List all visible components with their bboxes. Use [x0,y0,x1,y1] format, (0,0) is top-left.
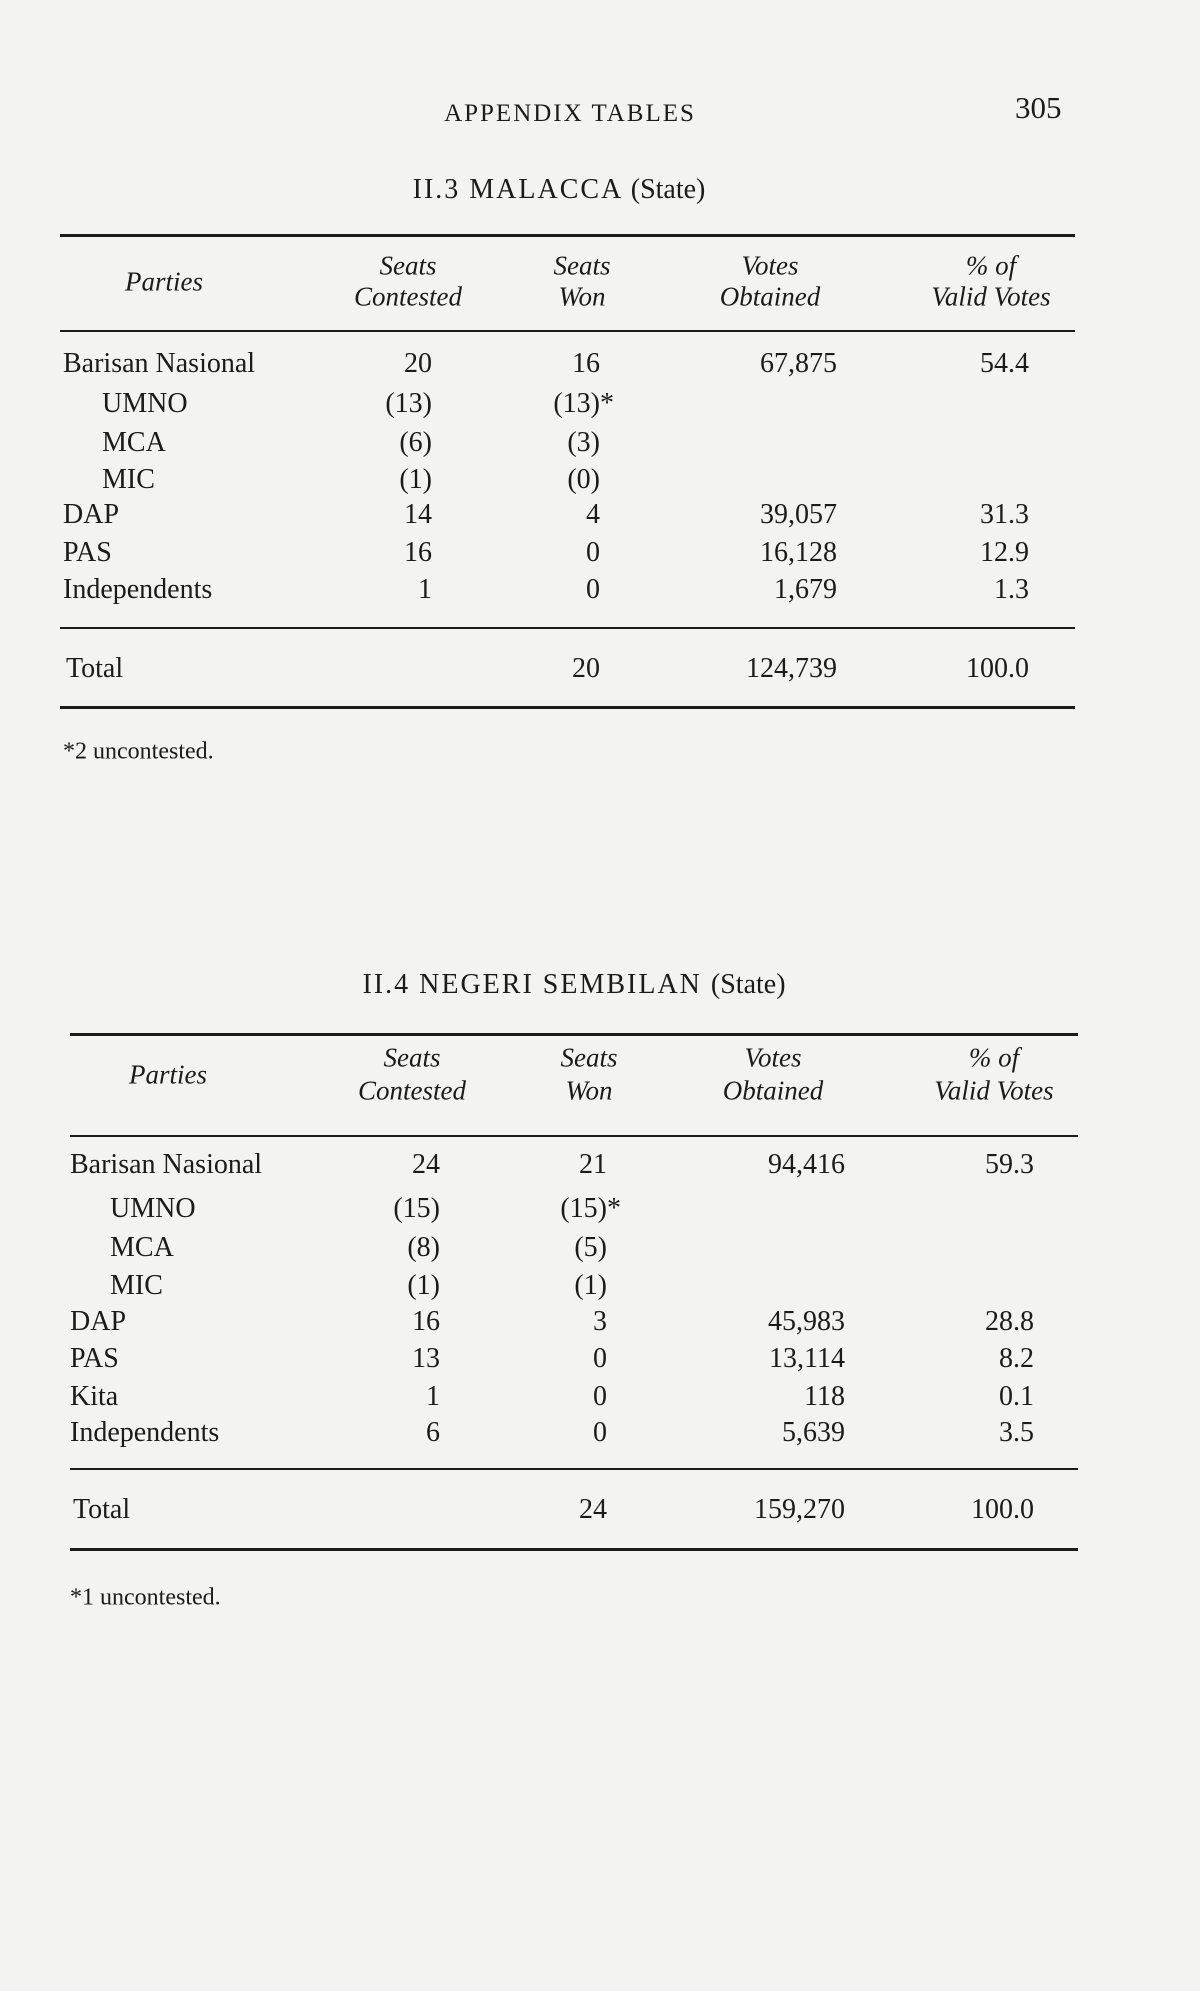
seats-won-number: (3) [567,427,600,458]
table-title [362,969,785,1001]
header-votes-obtained-line1: Votes [744,1042,802,1073]
page-number: 305 [1015,90,1062,125]
party-name: Kita [70,1381,119,1412]
header-votes-obtained-line1: Votes [741,250,799,281]
votes-obtained-value: 94,416 [768,1149,845,1180]
seats-won-value [572,350,600,378]
seats-won-value [593,1419,607,1447]
seats-won-value [593,1308,607,1336]
party-name: PAS [70,1343,119,1374]
table-footnote: *1 uncontested. [70,1584,221,1611]
seats-won-number: 16 [572,348,600,379]
seats-won-value [567,466,600,494]
seats-won-number: 0 [586,574,600,605]
votes-obtained-value: 67,875 [760,348,837,379]
pct-valid-votes-value: 31.3 [980,499,1029,530]
seats-won-value [593,1345,607,1373]
seats-contested-value: (8) [407,1232,440,1263]
party-name: PAS [63,537,112,568]
pct-valid-votes-value: 1.3 [994,574,1029,605]
seats-won-number: 3 [593,1306,607,1337]
pct-valid-votes-value: 59.3 [985,1149,1034,1180]
seats-won-number: 0 [586,537,600,568]
seats-won-value [586,576,600,604]
pct-valid-votes-value: 12.9 [980,537,1029,568]
header-parties: Parties [125,266,203,296]
subparty-name: UMNO [110,1193,196,1224]
subparty-name: UMNO [102,388,188,419]
seats-contested-value: 13 [412,1343,440,1374]
seats-contested-value: 16 [404,537,432,568]
pct-valid-votes-value: 8.2 [999,1343,1034,1374]
table-footnote: *2 uncontested. [63,738,214,765]
total-label: Total [73,1494,131,1525]
seats-won-number: (1) [574,1270,607,1301]
seats-won-number: 21 [579,1149,607,1180]
party-name: Barisan Nasional [63,348,256,379]
subparty-name: MCA [110,1232,174,1263]
seats-won-value [560,1193,621,1224]
seats-won-value [567,429,600,457]
subparty-name: MIC [102,464,155,495]
header-seats-won-line2: Won [558,281,606,312]
header-parties: Parties [129,1059,207,1089]
party-name: DAP [63,499,120,530]
seats-contested-value: 20 [404,348,432,379]
footnote-marker: * [607,1193,621,1224]
total-votes: 159,270 [754,1494,845,1525]
party-name: Independents [70,1417,220,1448]
votes-obtained-value: 16,128 [760,537,837,568]
table-bottom-rule [60,706,1075,709]
seats-contested-value: 16 [412,1306,440,1337]
table-top-rule [70,1033,1078,1036]
seats-won-value [586,539,600,567]
seats-contested-value: (1) [407,1270,440,1301]
table-title-scope: (State) [630,174,706,205]
votes-obtained-value: 5,639 [782,1417,845,1448]
table-top-rule [60,234,1075,237]
party-name: Independents [63,574,213,605]
total-votes: 124,739 [746,653,837,684]
seats-won-number: (0) [567,464,600,495]
votes-obtained-value: 1,679 [774,574,837,605]
header-seats-contested-line1: Seats [379,250,437,281]
header-votes-obtained-line2: Obtained [719,281,821,312]
seats-won-number: (5) [574,1232,607,1263]
total-label: Total [66,653,124,684]
table-title-scope: (State) [710,969,786,1000]
party-name: DAP [70,1306,127,1337]
seats-won-value [553,388,614,419]
header-pct-valid-votes-line2: Valid Votes [931,281,1051,312]
seats-won-number: (15) [560,1193,607,1224]
seats-won-number: 0 [593,1343,607,1374]
party-name: Barisan Nasional [70,1149,263,1180]
table-title [413,174,706,206]
subparty-name: MCA [102,427,166,458]
seats-contested-value: (15) [393,1193,440,1224]
seats-contested-value: 1 [426,1381,440,1412]
footnote-marker: * [600,388,614,419]
total-seats-won: 20 [572,653,600,684]
pct-valid-votes-value: 0.1 [999,1381,1034,1412]
seats-won-number: (13) [553,388,600,419]
votes-obtained-value: 39,057 [760,499,837,530]
header-seats-won-line1: Seats [560,1042,618,1073]
pct-valid-votes-value: 3.5 [999,1417,1034,1448]
seats-contested-value: (6) [399,427,432,458]
seats-won-value [593,1383,607,1411]
header-seats-won-line2: Won [565,1075,613,1106]
pct-valid-votes-value: 54.4 [980,348,1029,379]
seats-won-number: 4 [586,499,600,530]
seats-contested-value: 1 [418,574,432,605]
seats-contested-value: (13) [385,388,432,419]
votes-obtained-value: 118 [804,1381,845,1412]
subparty-name: MIC [110,1270,163,1301]
header-seats-contested-line1: Seats [383,1042,441,1073]
seats-won-number: 0 [593,1381,607,1412]
seats-won-number: 0 [593,1417,607,1448]
total-pct: 100.0 [971,1494,1034,1525]
total-rule [60,627,1075,629]
header-seats-won-line1: Seats [553,250,611,281]
seats-contested-value: 6 [426,1417,440,1448]
header-rule [60,330,1075,332]
header-pct-valid-votes-line2: Valid Votes [934,1075,1054,1106]
votes-obtained-value: 45,983 [768,1306,845,1337]
seats-won-value [586,501,600,529]
seats-contested-value: (1) [399,464,432,495]
votes-obtained-value: 13,114 [769,1343,845,1374]
table-bottom-rule [70,1548,1078,1551]
header-pct-valid-votes-line1: % of [968,1042,1020,1073]
header-pct-valid-votes-line1: % of [965,250,1017,281]
seats-contested-value: 14 [404,499,432,530]
header-seats-contested-line2: Contested [358,1075,466,1106]
total-rule [70,1468,1078,1470]
seats-won-value [574,1234,607,1262]
header-rule [70,1135,1078,1137]
table-title-number: II.4 NEGERI SEMBILAN [362,969,702,1000]
seats-contested-value: 24 [412,1149,440,1180]
pct-valid-votes-value: 28.8 [985,1306,1034,1337]
seats-won-value [574,1272,607,1300]
total-seats-won: 24 [579,1494,607,1525]
header-seats-contested-line2: Contested [354,281,462,312]
total-pct: 100.0 [966,653,1029,684]
seats-won-value [579,1151,607,1179]
table-title-number: II.3 MALACCA [412,174,622,205]
header-votes-obtained-line2: Obtained [722,1075,824,1106]
running-head: APPENDIX TABLES [444,100,696,127]
